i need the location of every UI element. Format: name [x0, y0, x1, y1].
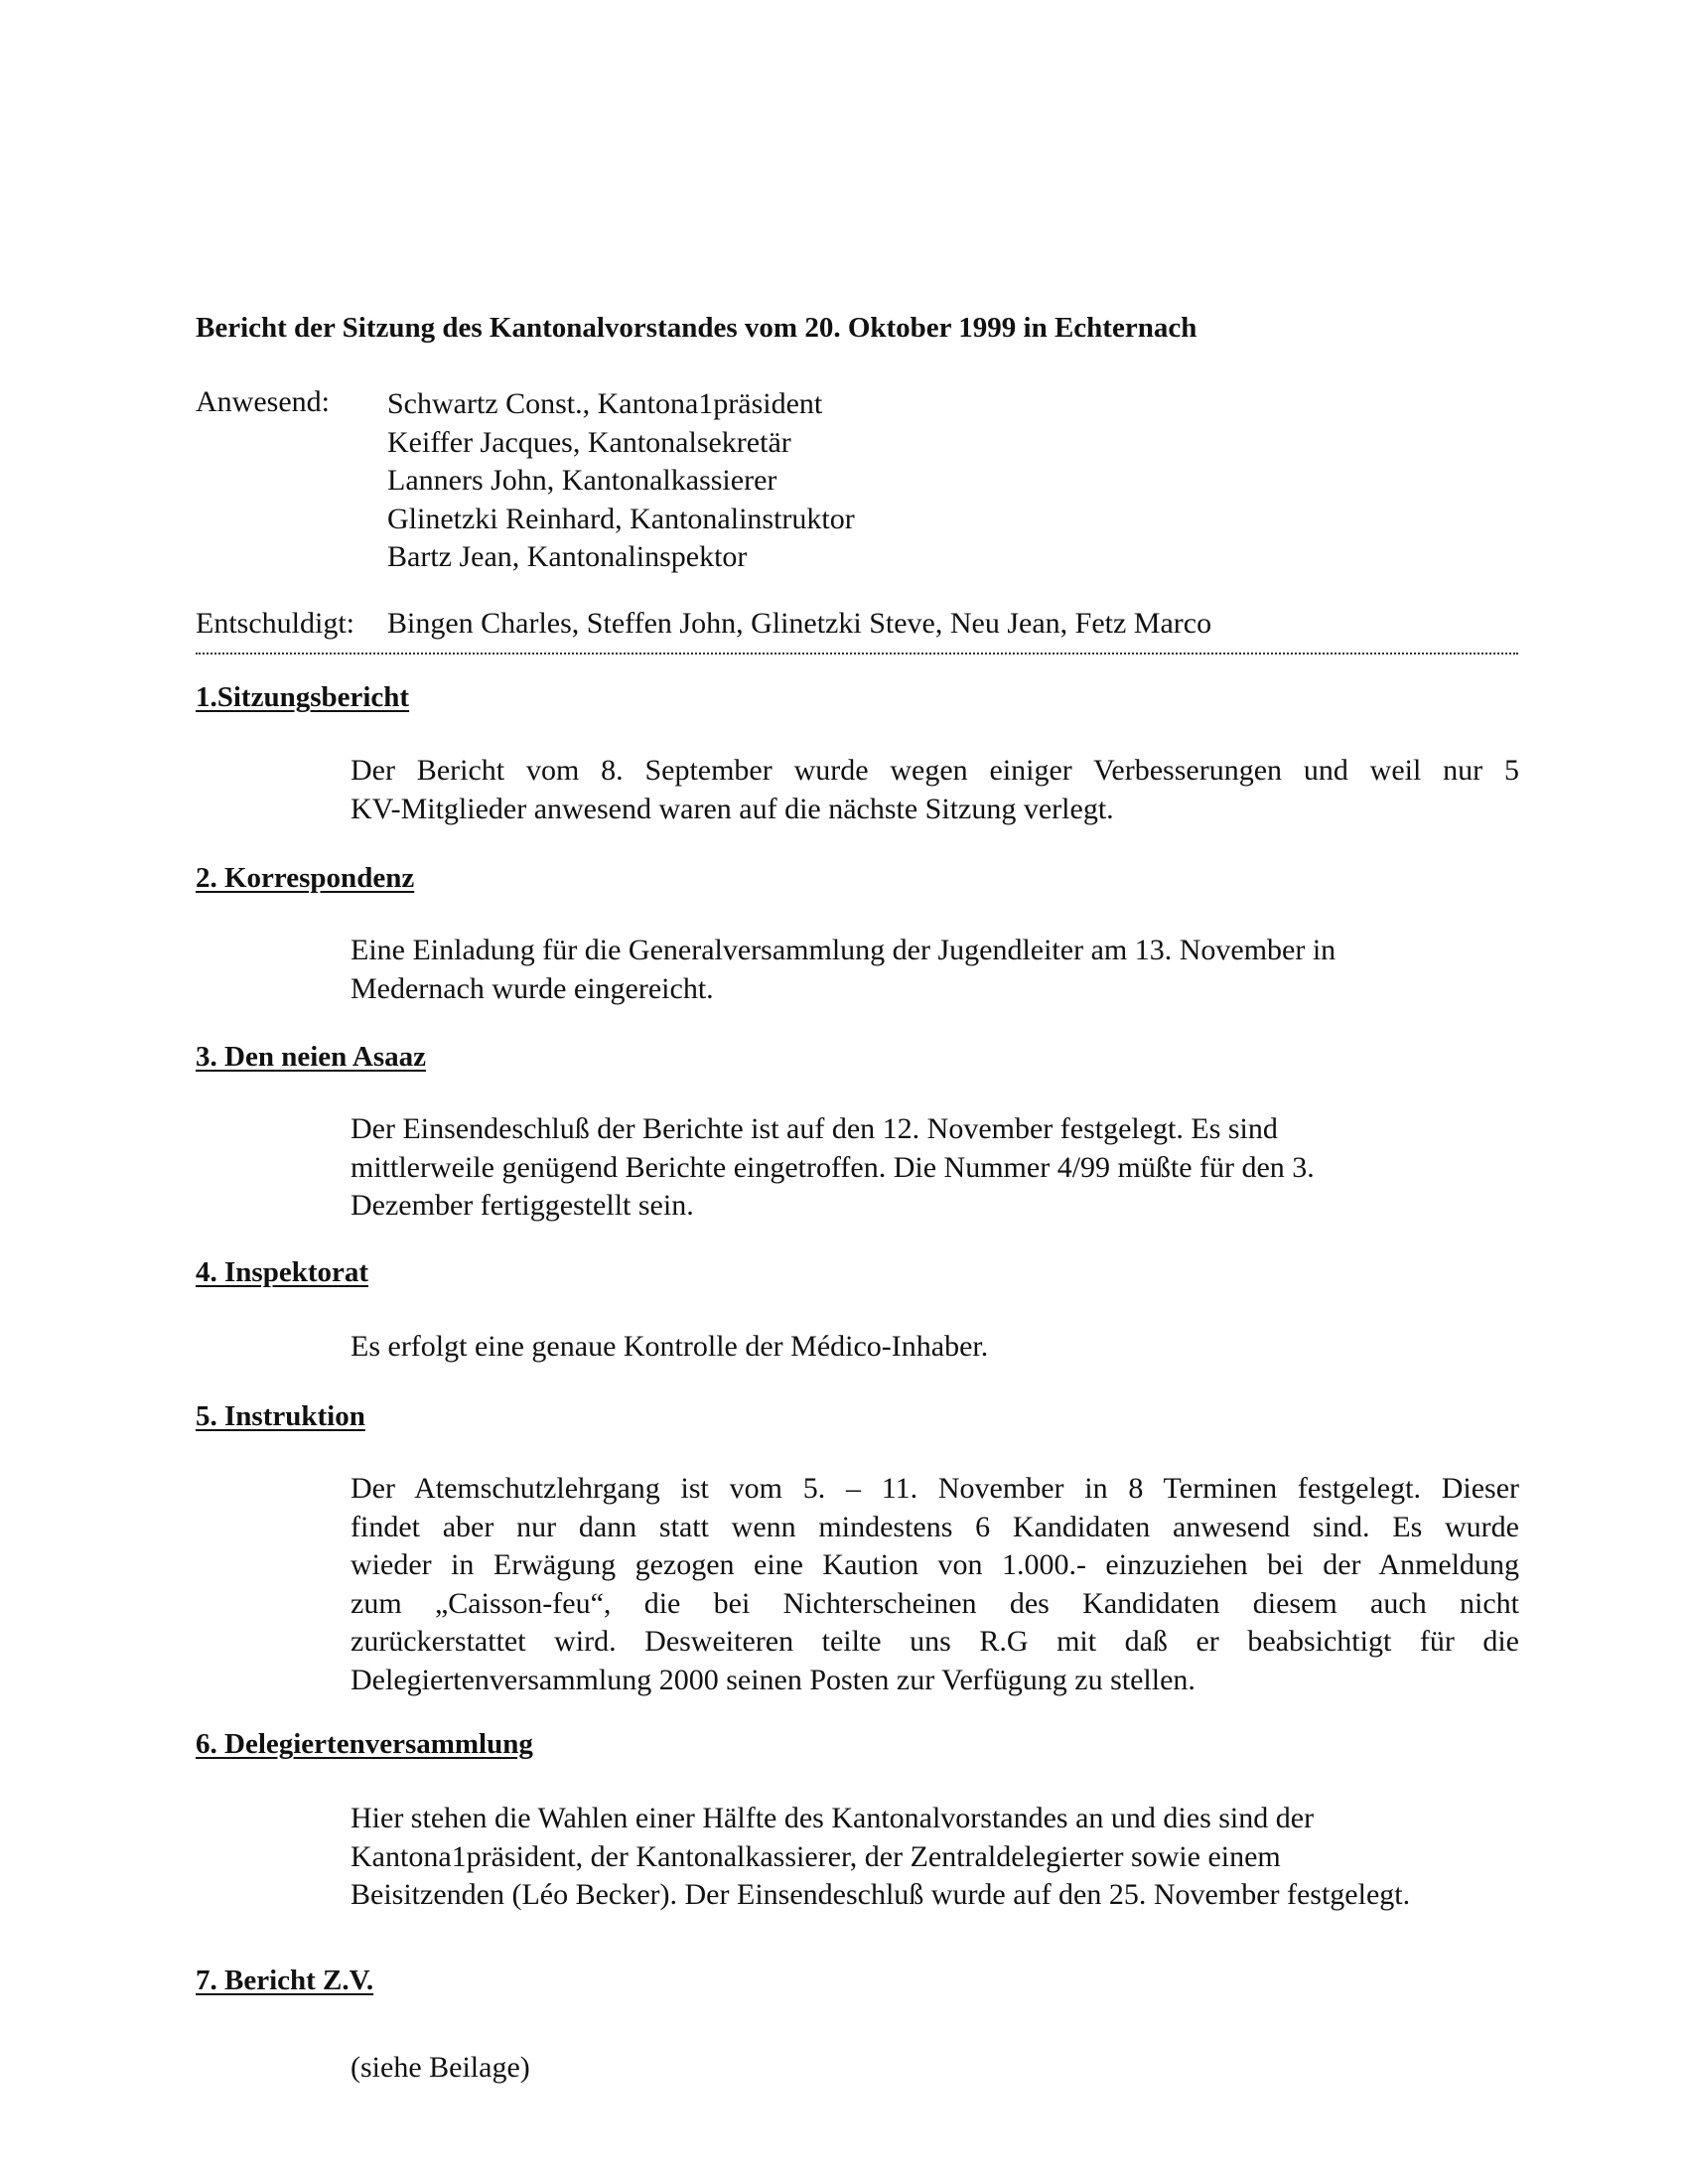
section-heading: 7. Bericht Z.V.	[196, 1965, 374, 1996]
excused-list: Bingen Charles, Steffen John, Glinetzki Steve, Neu Jean, Fetz Marco	[387, 607, 1212, 640]
document-title: Bericht der Sitzung des Kantonalvorstandes vom 20. Oktober 1999 in Echternach	[196, 312, 1197, 344]
present-member: Schwartz Const., Kantona1präsident	[387, 387, 823, 420]
dotted-divider	[196, 653, 1518, 655]
paragraph-line: KV-Mitglieder anwesend waren auf die nächste Sitzung verlegt.	[351, 792, 1114, 825]
section-paragraph	[351, 1800, 1519, 1915]
section-heading: 2. Korrespondenz	[196, 862, 415, 894]
paragraph-line: Der Atemschutzlehrgang ist vom 5. – 11. November in 8 Terminen festgelegt. Dieser	[351, 1472, 1519, 1505]
present-member: Lanners John, Kantonalkassierer	[387, 464, 777, 497]
paragraph-line: findet aber nur dann statt wenn mindestens 6 Kandidaten anwesend sind. Es wurde	[351, 1510, 1519, 1543]
paragraph-line: mittlerweile genügend Berichte eingetroffen. Die Nummer 4/99 müßte für den 3.	[351, 1150, 1315, 1184]
section-paragraph	[351, 1110, 1519, 1226]
excused-label: Entschuldigt:	[196, 607, 354, 640]
paragraph-line: Kantona1präsident, der Kantonalkassierer, der Zentraldelegierter sowie einem	[351, 1839, 1281, 1873]
paragraph-line: Der Bericht vom 8. September wurde wegen einiger Verbesserungen und weil nur 5	[351, 754, 1519, 787]
present-member: Glinetzki Reinhard, Kantonalinstruktor	[387, 502, 855, 535]
section-heading: 4. Inspektorat	[196, 1256, 369, 1288]
paragraph-line: Beisitzenden (Léo Becker). Der Einsendeschluß wurde auf den 25. November festgelegt.	[351, 1878, 1411, 1911]
present-member: Bartz Jean, Kantonalinspektor	[387, 540, 748, 573]
section-paragraph	[351, 752, 1519, 828]
section-heading: 5. Instruktion	[196, 1400, 365, 1432]
present-member: Keiffer Jacques, Kantonalsekretär	[387, 425, 791, 459]
paragraph-line: Hier stehen die Wahlen einer Hälfte des Kantonalvorstandes an und dies sind der	[351, 1802, 1315, 1834]
paragraph-line: Eine Einladung für die Generalversammlung der Jugendleiter am 13. November in	[351, 934, 1336, 966]
section-paragraph	[351, 932, 1519, 1008]
section-heading: 3. Den neien Asaaz	[196, 1041, 426, 1073]
paragraph-line: zum „Caisson-feu“, die bei Nichterscheinen des Kandidaten diesem auch nicht	[351, 1586, 1519, 1620]
paragraph-line: Der Einsendeschluß der Berichte ist auf den 12. November festgelegt. Es sind	[351, 1112, 1278, 1145]
paragraph-line: zurückerstattet wird. Desweiteren teilte uns R.G mit daß er beabsichtigt für die	[351, 1625, 1519, 1658]
paragraph-line: wieder in Erwägung gezogen eine Kaution von 1.000.- einzuziehen bei der Anmeldung	[351, 1548, 1519, 1581]
section-heading: 1.Sitzungsbericht	[196, 681, 410, 713]
present-list	[387, 385, 855, 577]
section-paragraph	[351, 1470, 1519, 1699]
section-paragraph	[351, 2049, 1519, 2088]
present-label: Anwesend:	[196, 385, 330, 418]
paragraph-line: Delegiertenversammlung 2000 seinen Posten zur Verfügung zu stellen.	[351, 1663, 1196, 1696]
section-paragraph	[351, 1328, 1519, 1367]
paragraph-line: (siehe Beilage)	[351, 2051, 530, 2084]
section-heading: 6. Delegiertenversammlung	[196, 1728, 533, 1760]
paragraph-line: Dezember fertiggestellt sein.	[351, 1189, 694, 1222]
paragraph-line: Medernach wurde eingereicht.	[351, 971, 714, 1005]
paragraph-line: Es erfolgt eine genaue Kontrolle der Médico-Inhaber.	[351, 1330, 989, 1363]
